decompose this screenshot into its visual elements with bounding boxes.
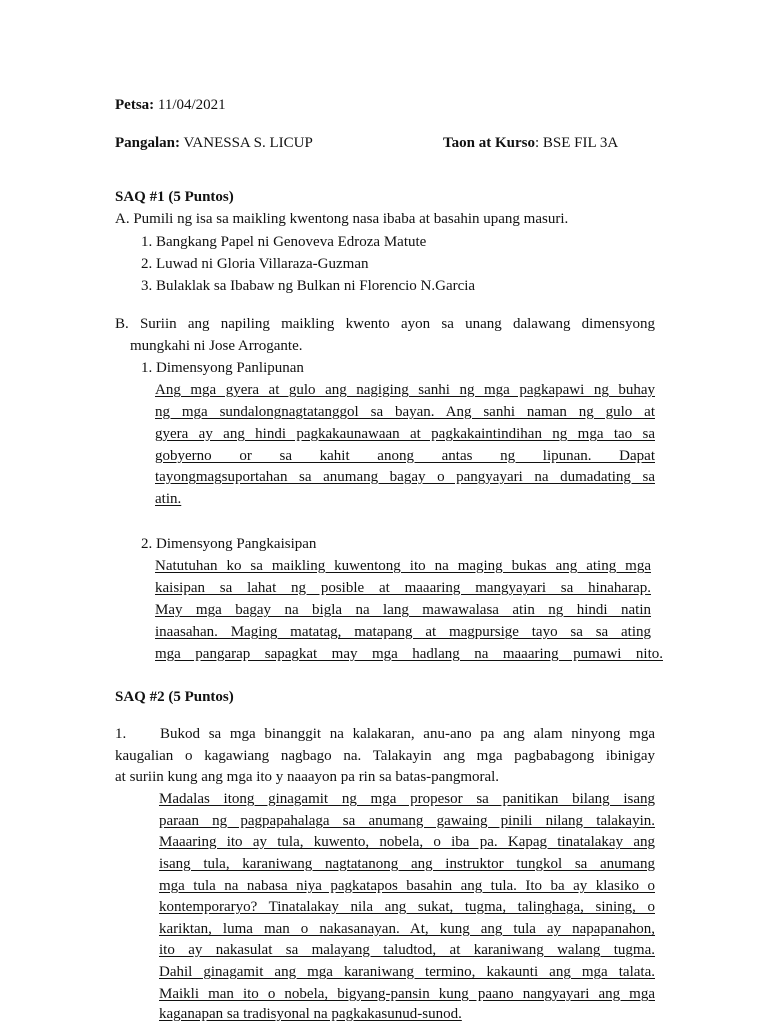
saq2-answer-line: mga tula na nabasa niya pagkatapos basahin ang tula. Ito ba ay klasiko o: [159, 878, 655, 894]
story-item: 3. Bulaklak sa Ibabaw ng Bulkan ni Florencio N.Garcia: [141, 278, 476, 294]
name-label: Pangalan:: [115, 135, 181, 151]
saq2-answer-line: kontemporaryo? Tinatalakay nila ang sukat, tugma, talinghaga, sining, o: [159, 899, 655, 915]
saq2-question-line: kaugalian o kagawiang nagbago na. Talakayin ang mga pagbabagong ibinigay: [115, 748, 655, 764]
saq2-answer-line: paraan ng pagpapahalaga sa anumang gawaing pinili nilang talakayin.: [159, 813, 655, 829]
saq2-answer-line: Madalas itong ginagamit ng mga propesor sa panitikan bilang isang: [159, 791, 655, 807]
dimension-2-title: 2. Dimensyong Pangkaisipan: [141, 536, 317, 552]
dim1-answer-line: atin.: [155, 491, 182, 507]
dim2-answer-line: kaisipan sa lahat ng posible at maaaring mangyayari sa hinaharap.: [155, 580, 651, 596]
dim2-answer-line: mga pangarap sapagkat may mga hadlang na maaaring pumawi nito.: [155, 646, 663, 662]
dim1-answer-line: gyera ay ang hindi pagkakaunawaan at pagkakaintindihan ng mga tao sa: [155, 426, 655, 442]
story-item: 2. Luwad ni Gloria Villaraza-Guzman: [141, 256, 369, 272]
dim1-answer-line: Ang mga gyera at gulo ang nagiging sanhi ng mga pagkapawi ng buhay: [155, 382, 655, 398]
date-label: Petsa:: [115, 97, 155, 113]
saq1-b-instruction-line1: B. Suriin ang napiling maikling kwento ayon sa unang dalawang dimensyong: [115, 316, 655, 332]
name-row: [115, 134, 313, 152]
saq2-answer-line: kaganapan sa tradisyonal na pagkakasunud-sunod.: [159, 1006, 462, 1022]
saq1-title: SAQ #1 (5 Puntos): [115, 189, 234, 205]
saq2-answer-line: kariktan, luma man o nakasanayan. At, kung ang tula ay napapanahon,: [159, 921, 655, 937]
dim2-answer-line: May mga bagay na bigla na lang mawawalasa atin ng hindi natin: [155, 602, 651, 618]
saq2-answer-line: Dahil ginagamit ang mga karaniwang termino, kakaunti ang mga talata.: [159, 964, 655, 980]
saq2-question-number: 1.: [115, 726, 127, 742]
saq2-answer-line: ito ay nakasulat sa malayang taludtod, at karaniwang walang tugma.: [159, 942, 655, 958]
dim1-answer-line: ng mga sundalongnagtatanggol sa bayan. Ang sanhi naman ng gulo at: [155, 404, 655, 420]
dim1-answer-line: gobyerno or sa kahit anong antas ng lipunan. Dapat: [155, 448, 655, 464]
date-row: [115, 96, 226, 114]
dim2-answer-line: inaasahan. Maging matatag, matapang at magpursige tayo sa sa ating: [155, 624, 651, 640]
saq1-a-instruction: A. Pumili ng isa sa maikling kwentong nasa ibaba at basahin upang masuri.: [115, 211, 569, 227]
dim2-answer-line: Natutuhan ko sa maikling kuwentong ito na maging bukas ang ating mga: [155, 558, 651, 574]
story-item: 1. Bangkang Papel ni Genoveva Edroza Matute: [141, 234, 427, 250]
date-value: 11/04/2021: [157, 97, 226, 113]
dimension-1-title: 1. Dimensyong Panlipunan: [141, 360, 304, 376]
course-label: Taon at Kurso: [443, 135, 535, 151]
saq2-title: SAQ #2 (5 Puntos): [115, 689, 234, 705]
saq2-question-line: at suriin kung ang mga ito y naaayon pa rin sa batas-pangmoral.: [115, 769, 500, 785]
name-value: VANESSA S. LICUP: [183, 135, 313, 151]
course-row: [443, 134, 618, 152]
saq1-b-instruction-line2: mungkahi ni Jose Arrogante.: [130, 338, 303, 354]
saq2-answer-line: isang tula, karaniwang nagtatanong ang instruktor tungkol sa anumang: [159, 856, 655, 872]
saq2-answer-line: Maaaring ito ay tula, kuwento, nobela, o iba pa. Kapag tinatalakay ang: [159, 834, 655, 850]
course-value: : BSE FIL 3A: [534, 135, 619, 151]
dim1-answer-line: tayongmagsuportahan sa anumang bagay o pangyayari na dumadating sa: [155, 469, 655, 485]
saq2-question-line: Bukod sa mga binanggit na kalakaran, anu-ano pa ang alam ninyong mga: [160, 726, 655, 742]
saq2-answer-line: Maikli man ito o nobela, bigyang-pansin kung paano nangyayari ang mga: [159, 986, 655, 1002]
